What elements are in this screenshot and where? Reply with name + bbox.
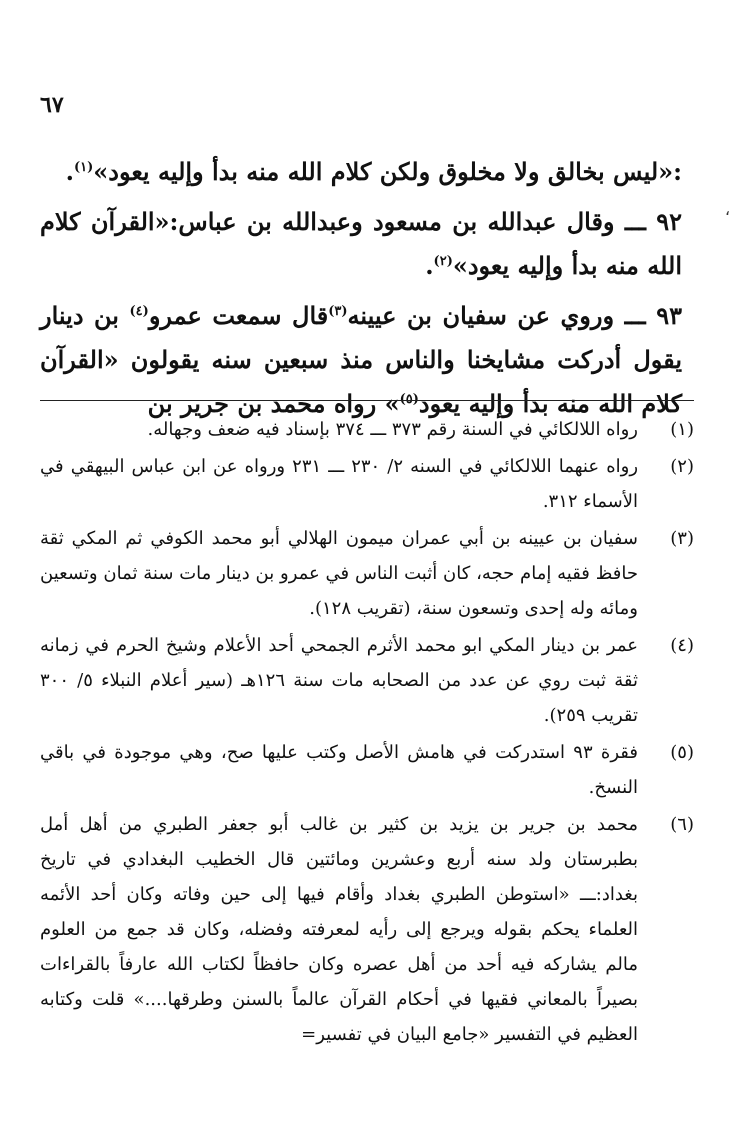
main-line-1-end: . xyxy=(65,157,74,186)
footnote-ref-3: (٣) xyxy=(328,304,348,319)
footnote-text: محمد بن جرير بن يزيد بن كثير بن غالب أبو جعفر الطبري من أهل أمل بطبرستان ولد سنه أربع وعشرين ومائتين قال الخطيب البغدادي في تاريخ بغداد:ـــ «استوطن الطبري بغداد وأقام فيها إلى حين وفاته وكان أحد الأئمه العلماء يحكم بقوله ويرجع إلى رأيه لمعرفته وفضله، وكان قد جمع من العلوم مالم يشاركه فيه أحد من أهل عصره وكان حافظاً لكتاب الله عارفاً بالقراءات بصيراً بالمعاني فقيها في أحكام القرآن عالماً بالسنن وطرقها....» قلت وكتابه العظيم في التفسير «جامع البيان في تفسير= xyxy=(40,814,638,1045)
footnote-6 xyxy=(40,807,694,1052)
footnote-number: (٣) xyxy=(670,528,694,549)
footnote-number: (٢) xyxy=(670,456,694,477)
paragraph-92-text: ـــ وقال عبدالله بن مسعود وعبدالله بن عباس:«القرآن كلام الله منه بدأ وإليه يعود» xyxy=(40,207,682,280)
paragraph-93-text-b: قال سمعت عمرو xyxy=(148,301,329,330)
footnote-ref-4: (٤) xyxy=(129,304,149,319)
paragraph-93-number: ٩٣ xyxy=(656,301,683,330)
footnote-number: (٥) xyxy=(670,742,694,763)
paragraph-92-end: . xyxy=(425,251,434,280)
margin-mark: ، xyxy=(724,200,730,219)
paragraph-93-text-a: ـــ وروي عن سفيان بن عيينه xyxy=(347,301,657,330)
paragraph-93-text-c: بن دينار يقول أدركت مشايخنا والناس منذ سبعين سنه يقولون «القرآن كلام الله منه بدأ وإليه يعود xyxy=(40,301,682,418)
footnote-4 xyxy=(40,628,694,733)
main-line-1 xyxy=(40,150,682,194)
footnote-text: عمر بن دينار المكي ابو محمد الأثرم الجمحي أحد الأعلام وشيخ الحرم في زمانه ثقة ثبت روي عن عدد من الصحابه مات سنة ١٢٦هـ (سير أعلام النبلاء ٥/ ٣٠٠ تقريب ٢٥٩). xyxy=(40,635,638,726)
paragraph-92-number: ٩٢ xyxy=(656,207,682,236)
footnote-ref-1: (١) xyxy=(73,160,94,175)
paragraph-93-text-d: » رواه محمد بن جرير بن xyxy=(147,389,400,418)
paragraph-93 xyxy=(40,294,682,426)
main-text xyxy=(40,150,682,426)
footnote-text: رواه عنهما اللالكائي في السنه ٢/ ٢٣٠ ـــ ٢٣١ ورواه عن ابن عباس البيهقي في الأسماء ٣١٢. xyxy=(40,456,639,512)
footnote-text: رواه اللالكائي في السنة رقم ٣٧٣ ـــ ٣٧٤ بإسناد فيه ضعف وجهاله. xyxy=(147,419,638,440)
page-number: ٦٧ xyxy=(40,92,64,118)
footnote-ref-2: (٢) xyxy=(433,254,453,269)
footnote-number: (٦) xyxy=(670,814,694,835)
paragraph-92 xyxy=(40,200,682,288)
footnote-ref-5: (٥) xyxy=(399,392,419,407)
main-line-1-text: :«ليس بخالق ولا مخلوق ولكن كلام الله منه بدأ وإليه يعود» xyxy=(93,157,682,186)
footnote-number: (٤) xyxy=(670,635,694,656)
footnote-text: سفيان بن عيينه بن أبي عمران ميمون الهلالي أبو محمد الكوفي ثم المكي ثقة حافظ فقيه إمام حجه، كان أثبت الناس في عمرو بن دينار مات سنة ثمان وتسعين ومائه وله إحدى وتسعون سنة، (تقريب ١٢٨). xyxy=(40,528,638,619)
footnote-1 xyxy=(40,412,694,447)
footnote-2 xyxy=(40,449,694,519)
footnote-3 xyxy=(40,521,694,626)
footnotes xyxy=(40,412,694,1054)
footnote-divider xyxy=(40,400,694,401)
footnote-number: (١) xyxy=(670,419,694,440)
footnote-5 xyxy=(40,735,694,805)
footnote-text: فقرة ٩٣ استدركت في هامش الأصل وكتب عليها صح، وهي موجودة في باقي النسخ. xyxy=(40,742,638,798)
